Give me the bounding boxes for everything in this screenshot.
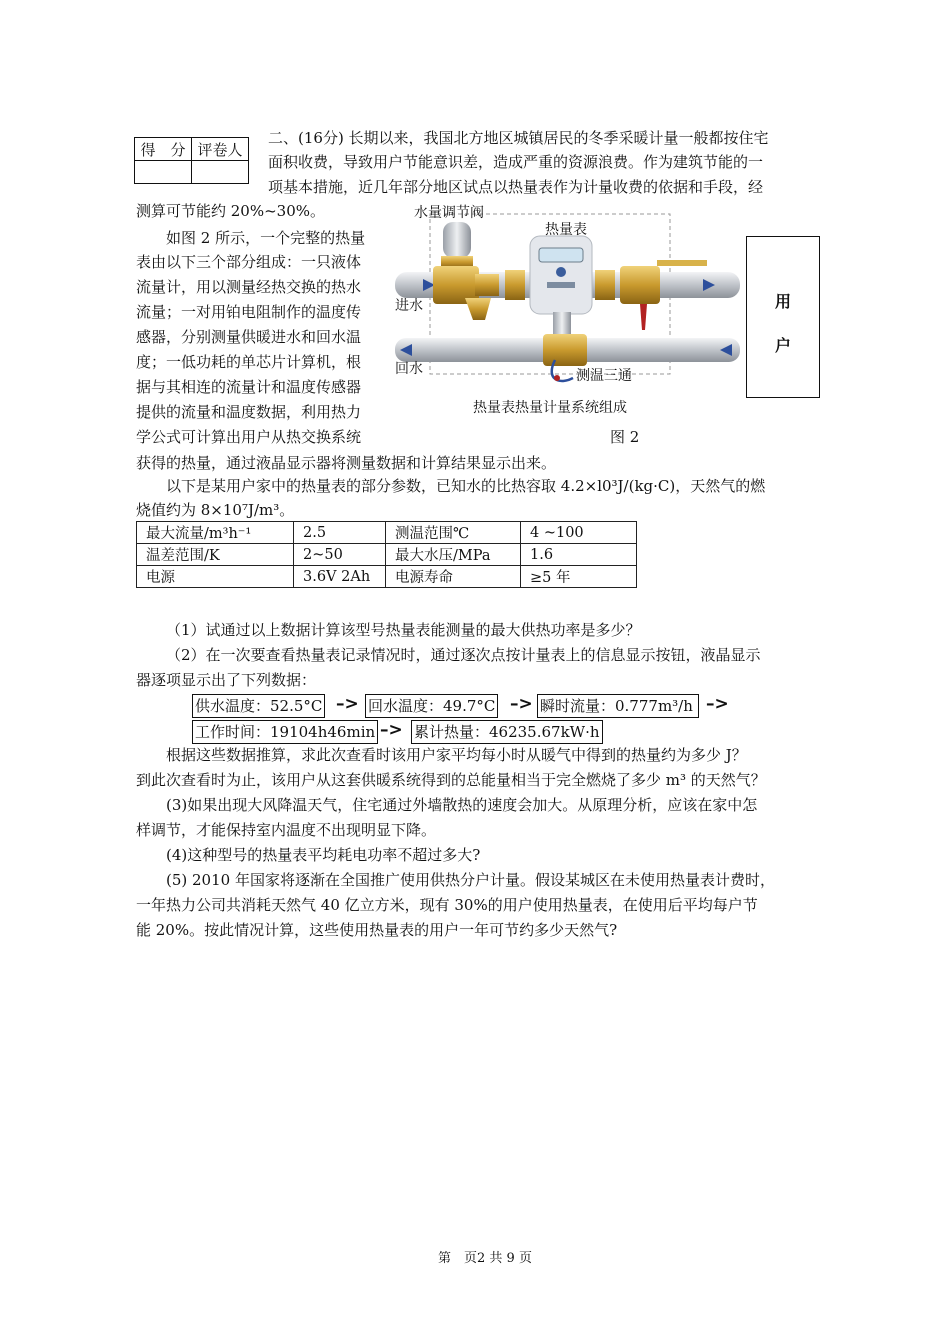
arrow-icon: –> bbox=[510, 694, 533, 714]
question-5: (5) 2010 年国家将逐渐在全国推广使用供热分户计量。假设某城区在未使用热量表计费时， bbox=[166, 871, 775, 889]
side-line: 据与其相连的流量计和温度传感器 bbox=[136, 378, 362, 396]
meter-label: 热量表 bbox=[545, 222, 587, 238]
body-line: 以下是某用户家中的热量表的部分参数，已知水的比热容取 4.2×l0³J/(kg·C)，天然气的燃 bbox=[166, 477, 766, 495]
param-name: 电源寿命 bbox=[386, 566, 521, 588]
score-table bbox=[134, 137, 249, 184]
user-box bbox=[746, 236, 820, 398]
reviewer-header: 评卷人 bbox=[192, 138, 249, 161]
intro-line: 面积收费，导致用户节能意识差，造成严重的资源浪费。作为建筑节能的一 bbox=[268, 153, 764, 171]
side-line: 度；一低功耗的单芯片计算机，根 bbox=[136, 353, 362, 371]
param-name: 温差范围/K bbox=[137, 544, 294, 566]
return-temp-reading: 回水温度：49.7°C bbox=[365, 694, 498, 718]
figure-number: 图 2 bbox=[610, 428, 640, 446]
param-value: ≥5 年 bbox=[521, 566, 637, 588]
table-row bbox=[137, 544, 637, 566]
page-footer: 第 页2 共 9 页 bbox=[438, 1251, 532, 1266]
param-name: 最大水压/MPa bbox=[386, 544, 521, 566]
body-line: 获得的热量，通过液晶显示器将测量数据和计算结果显示出来。 bbox=[136, 454, 557, 472]
side-line: 表由以下三个部分组成：一只液体 bbox=[136, 253, 362, 271]
arrow-icon: –> bbox=[336, 694, 359, 714]
side-line: 流量；一对用铂电阻制作的温度传 bbox=[136, 303, 362, 321]
param-value: 3.6V 2Ah bbox=[294, 566, 386, 588]
parameters-table bbox=[136, 521, 637, 588]
score-cell bbox=[135, 161, 192, 184]
param-value: 1.6 bbox=[521, 544, 637, 566]
user-char: 用 bbox=[774, 292, 791, 311]
question-2: （2）在一次要查看热量表记录情况时，通过逐次点按计量表上的信息显示按钮，液晶显示 bbox=[166, 646, 761, 664]
side-line: 学公式可计算出用户从热交换系统 bbox=[136, 428, 362, 446]
score-header: 得 分 bbox=[135, 138, 192, 161]
arrow-icon: –> bbox=[706, 694, 729, 714]
heat-meter bbox=[505, 236, 615, 334]
question-2-tail: 到此次查看时为止，该用户从这套供暖系统得到的总能量相当于完全燃烧了多少 m³ 的天然气？ bbox=[136, 771, 766, 789]
work-time-reading: 工作时间：19104h46min bbox=[192, 720, 378, 744]
intro-line: 二、(16分) 长期以来，我国北方地区城镇居民的冬季采暖计量一般都按住宅 bbox=[268, 129, 769, 147]
param-value: 2.5 bbox=[294, 522, 386, 544]
figure-caption: 热量表热量计量系统组成 bbox=[473, 400, 627, 416]
question-1: （1）试通过以上数据计算该型号热量表能测量的最大供热功率是多少？ bbox=[166, 621, 641, 639]
inlet-label: 进水 bbox=[395, 298, 423, 314]
reviewer-cell bbox=[192, 161, 249, 184]
valve-label: 水量调节阀 bbox=[414, 205, 484, 221]
param-value: 2~50 bbox=[294, 544, 386, 566]
total-heat-reading: 累计热量：46235.67kW·h bbox=[411, 720, 603, 744]
supply-temp-reading: 供水温度：52.5°C bbox=[192, 694, 325, 718]
question-2-tail: 根据这些数据推算，求此次查看时该用户家平均每小时从暖气中得到的热量约为多少 J？ bbox=[166, 746, 747, 764]
question-2: 器逐项显示出了下列数据： bbox=[136, 671, 317, 689]
return-label: 回水 bbox=[395, 361, 423, 377]
question-3: (3)如果出现大风降温天气，住宅通过外墙散热的速度会加大。从原理分析，应该在家中怎 bbox=[166, 796, 758, 814]
side-line: 感器，分别测量供暖进水和回水温 bbox=[136, 328, 362, 346]
table-row bbox=[137, 522, 637, 544]
regulating-valve bbox=[433, 222, 499, 320]
intro-line: 测算可节能约 20%~30%。 bbox=[136, 202, 326, 220]
sensor-label: 测温三通 bbox=[576, 368, 632, 384]
flow-reading: 瞬时流量：0.777m³/h bbox=[537, 694, 699, 718]
param-name: 电源 bbox=[137, 566, 294, 588]
question-4: (4)这种型号的热量表平均耗电功率不超过多大? bbox=[166, 846, 481, 864]
arrow-icon: –> bbox=[380, 720, 403, 740]
question-5: 一年热力公司共消耗天然气 40 亿立方米，现有 30%的用户使用热量表，在使用后平均每户节 bbox=[136, 896, 758, 914]
question-5: 能 20%。按此情况计算，这些使用热量表的用户一年可节约多少天然气? bbox=[136, 921, 618, 939]
side-line: 如图 2 所示，一个完整的热量 bbox=[166, 229, 366, 247]
side-line: 提供的流量和温度数据，利用热力 bbox=[136, 403, 362, 421]
question-3: 样调节，才能保持室内温度不出现明显下降。 bbox=[136, 821, 437, 839]
param-value: 4 ~100 bbox=[521, 522, 637, 544]
param-name: 测温范围℃ bbox=[386, 522, 521, 544]
side-line: 流量计，用以测量经热交换的热水 bbox=[136, 278, 362, 296]
user-char: 户 bbox=[774, 336, 791, 355]
param-name: 最大流量/m³h⁻¹ bbox=[137, 522, 294, 544]
intro-line: 项基本措施，近几年部分地区试点以热量表作为计量收费的依据和手段，经 bbox=[268, 178, 764, 196]
table-row bbox=[137, 566, 637, 588]
body-line: 烧值约为 8×10⁷J/m³。 bbox=[136, 501, 295, 519]
